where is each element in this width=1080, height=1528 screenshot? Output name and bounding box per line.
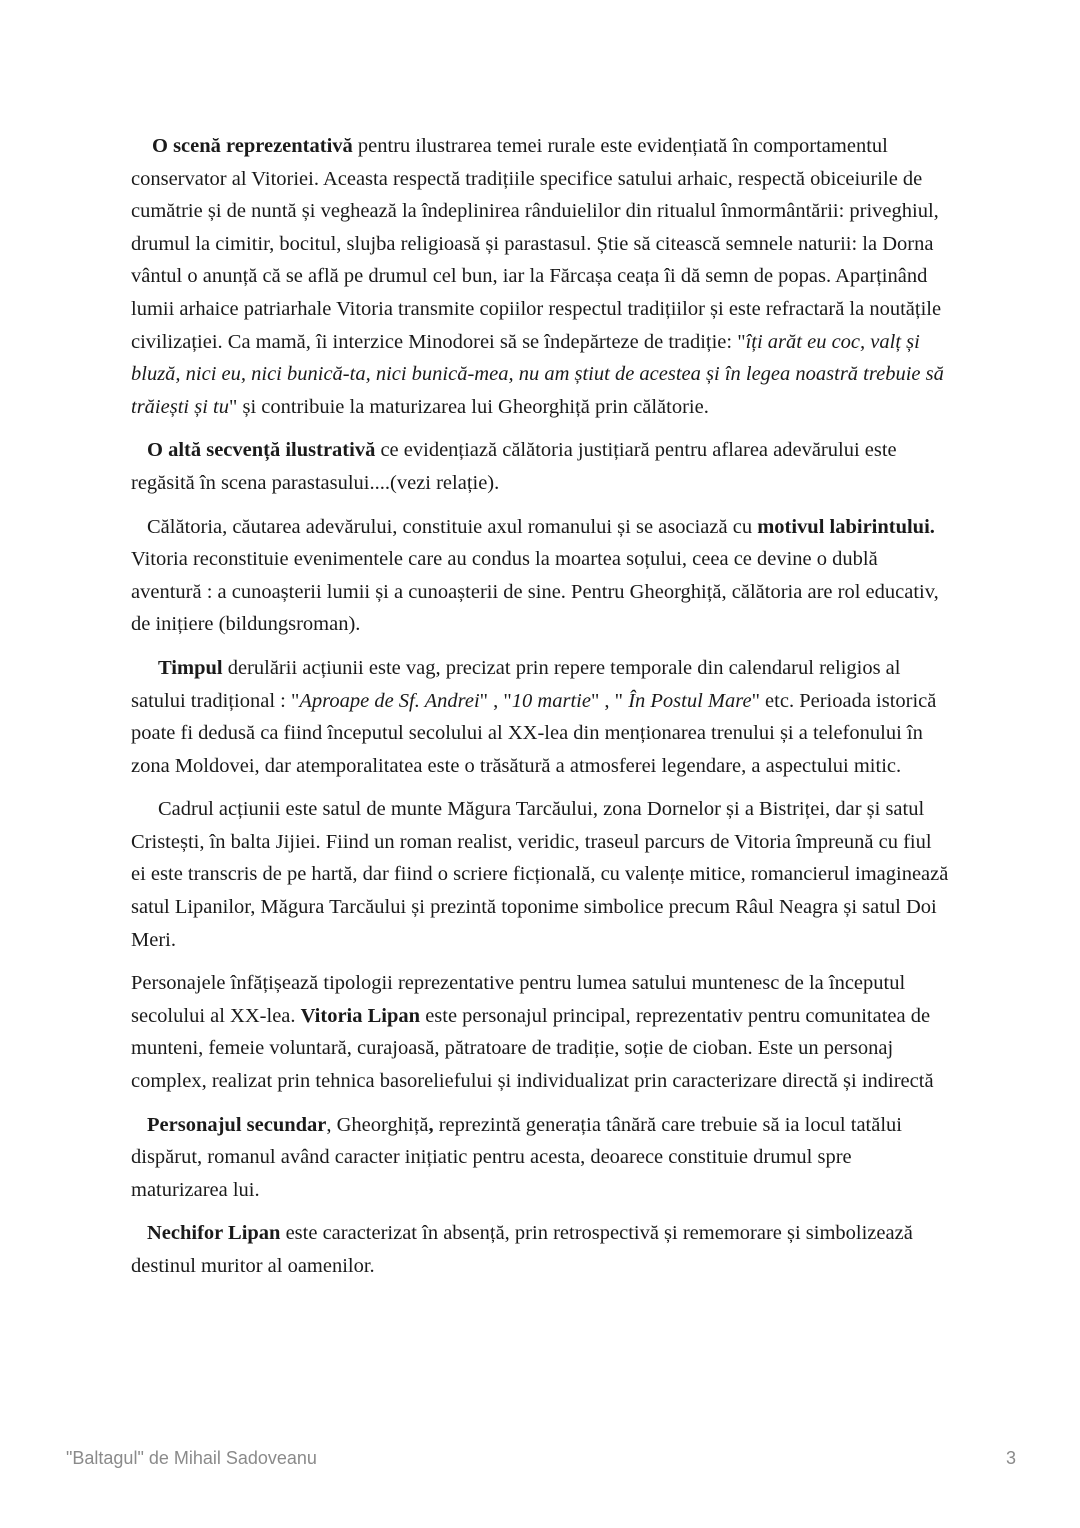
paragraph-labyrinth-motif — [131, 511, 951, 641]
italic-quote: Aproape de Sf. Andrei — [299, 689, 480, 712]
bold-text: motivul labirintului. — [757, 515, 935, 538]
paragraph-time — [131, 652, 951, 782]
paragraph-nechifor-lipan — [131, 1217, 951, 1282]
page-number: 3 — [1005, 1448, 1016, 1468]
bold-text: Timpul — [158, 656, 223, 679]
text-run: ce evidențiază călătoria justițiară pentru aflarea adevărului este regăsită în scena parastasului....(vezi relație). — [131, 439, 897, 494]
text-run: Călătoria, căutarea adevărului, constituie axul romanului și se asociază cu — [147, 515, 758, 538]
bold-text: O altă secvență ilustrativă — [147, 439, 376, 462]
italic-quote: îți arăt eu coc, valț și bluză, nici eu, nici bunică-ta, nici bunică-mea, nu am știut de acestea și în legea noastră trebuie să trăiești și tu — [131, 330, 944, 418]
bold-text: O scenă reprezentativă — [152, 135, 353, 157]
text-run: , Gheorghiță — [326, 1113, 429, 1136]
text-run: " , " — [590, 689, 629, 712]
bold-text: Vitoria Lipan — [300, 1004, 421, 1027]
text-run: " etc. Perioada istorică poate fi dedusă ca fiind începutul secolului al XX-lea din menționarea trenului și a telefonului în zona Moldovei, dar atemporalitatea este o trăsătură a atmosferei legendare, a aspectului mitic. — [131, 689, 937, 777]
document-body — [131, 130, 951, 1294]
paragraph-illustrative-sequence — [131, 434, 951, 499]
text-run: este personajul principal, reprezentativ pentru comunitatea de munteni, femeie voluntară, curajoasă, pătratoare de tradiție, soție de cioban. Este un personaj complex, realizat prin tehnica basoreliefului și individualizat prin caracterizare directă și indirectă — [131, 1004, 934, 1093]
text-run: " , " — [479, 689, 512, 712]
paragraph-setting — [131, 793, 951, 956]
text-run: Personajele înfățișează tipologii reprezentative pentru lumea satului muntenesc de la începutul secolului al XX-lea. — [131, 972, 906, 1027]
footer-title: "Baltagul" de Mihail Sadoveanu — [66, 1448, 317, 1468]
paragraph-secondary-character — [131, 1109, 951, 1207]
italic-quote: 10 martie — [511, 689, 591, 712]
bold-text: Nechifor Lipan — [147, 1222, 281, 1245]
text-run: reprezintă generația tânără care trebuie să ia locul tatălui dispărut, romanul având caracter inițiatic pentru acesta, deoarece constituie drumul spre maturizarea lui. — [131, 1113, 902, 1201]
text-run: pentru ilustrarea temei rurale este evidențiată în comportamentul conservator al Vitoriei. Aceasta respectă tradițiile specifice satului arhaic, respectă obiceiurile de cumătrie și de nuntă și veghează la îndeplinirea rânduielilor din ritualul înmormântării: priveghiul, drumul la cimitir, bocitul, slujba religioasă și parastasul. Știe să citească semnele naturii: la Dorna vântul o anunță că se află pe drumul cel bun, iar la Fărcașa ceața îi dă semn de popas. Aparținând lumii arhaice patriarhale Vitoria transmite copiilor respectul tradițiilor și este refractară la noutățile civilizației. Ca mamă, îi interzice Minodorei să se îndepărteze de tradiție: " — [131, 135, 942, 353]
text-run: este caracterizat în absență, prin retrospectivă și rememorare și simbolizează destinul muritor al oamenilor. — [131, 1222, 913, 1277]
italic-quote: În Postul Mare — [628, 689, 752, 712]
paragraph-representative-scene — [131, 130, 951, 423]
paragraph-characters — [131, 967, 951, 1097]
text-run: " și contribuie la maturizarea lui Gheorghiță prin călătorie. — [228, 395, 709, 418]
bold-text: , — [428, 1113, 434, 1136]
text-run: Cadrul acțiunii este satul de munte Măgura Tarcăului, zona Dornelor și a Bistriței, dar și satul Cristești, în balta Jijiei. Fiind un roman realist, veridic, traseul parcurs de Vitoria împreună cu fiul ei este transcris de pe hartă, dar fiind o scriere ficțională, cu valențe mitice, romancierul imaginează satul Lipanilor, Măgura Tarcăului și prezintă toponime simbolice precum Râul Neagra și satul Doi Meri. — [131, 798, 949, 951]
text-run: Vitoria reconstituie evenimentele care au condus la moartea soțului, ceea ce devine o dublă aventură : a cunoașterii lumii și a cunoașterii de sine. Pentru Gheorghiță, călătoria are rol educativ, de inițiere (bildungsroman). — [131, 548, 939, 636]
text-run: derulării acțiunii este vag, precizat prin repere temporale din calendarul religios al satului tradițional : " — [131, 656, 901, 712]
bold-text: Personajul secundar — [147, 1113, 327, 1136]
